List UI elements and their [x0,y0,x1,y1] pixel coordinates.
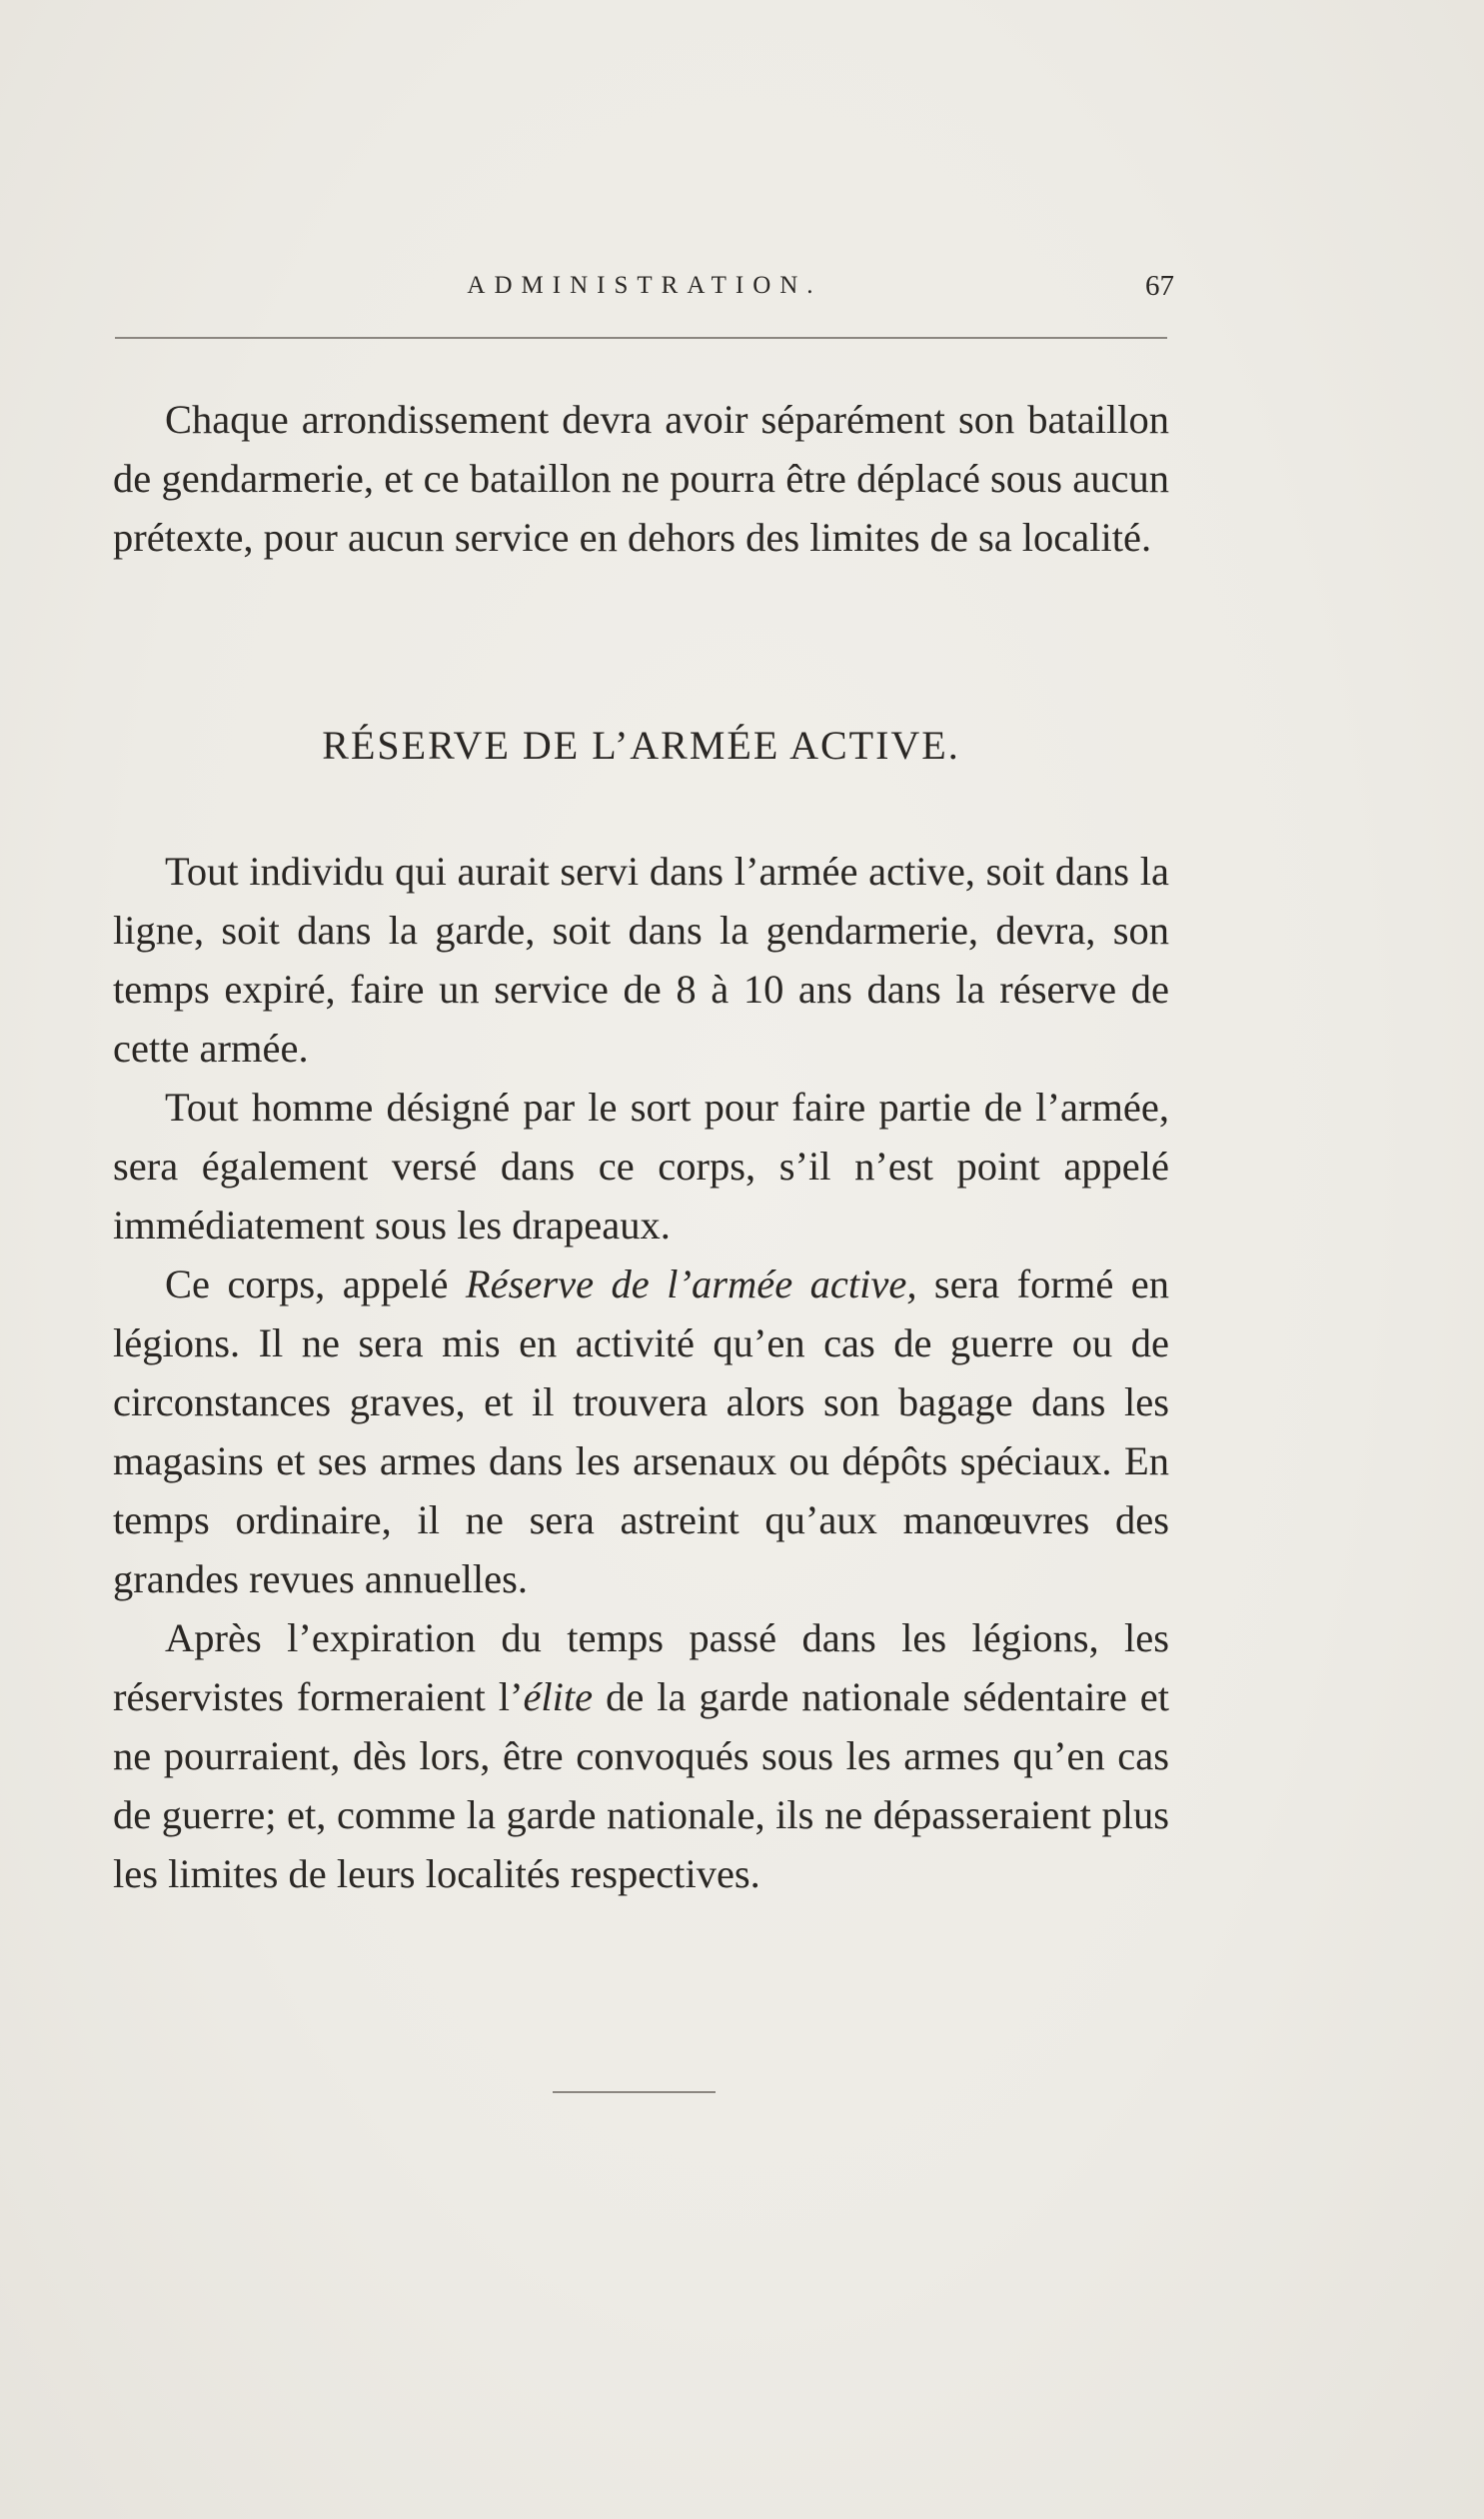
paragraph-3-end: sera formé en légions. Il ne sera mis en activité qu’en cas de guerre ou de circonstances graves, et il trouvera alors son bagage dans les magasins et ses armes dans les arsenaux ou dépôts spéciaux. En temps ordinaire, il ne sera astreint qu’aux manœuvres des grandes revues annuelles. [113,1261,1169,1601]
intro-paragraph: Chaque arrondissement devra avoir séparément son bataillon de gendarmerie, et ce bataillon ne pourra être déplacé sous aucun prétexte, pour aucun service en dehors des limites de sa localité. [113,397,1169,560]
running-head [115,268,1174,308]
paragraph-4 [113,1608,1169,1903]
paragraph-4-end: de la garde nationale sédentaire et ne pourraient, dès lors, être convoqués sous les armes qu’en cas de guerre; et, comme la garde nationale, ils ne dépasseraient plus les limites de leurs localités respectives. [113,1674,1169,1896]
paragraph-3-italic: Réserve de l’armée active, [465,1261,917,1306]
paragraph-2: Tout homme désigné par le sort pour faire partie de l’armée, sera également versé dans ce corps, s’il n’est point appelé immédiatement sous les drapeaux. [113,1085,1169,1248]
intro-block [113,390,1169,567]
paragraph-1: Tout individu qui aurait servi dans l’armée active, soit dans la ligne, soit dans la garde, soit dans la gendarmerie, devra, son temps expiré, faire un service de 8 à 10 ans dans la réserve de cette armée. [113,849,1169,1071]
paragraph-3-start: Ce corps, appelé [165,1261,466,1306]
section-heading: RÉSERVE DE L’ARMÉE ACTIVE. [322,723,960,768]
section-body [113,842,1169,1903]
closing-rule [553,2091,716,2093]
paragraph-3 [113,1255,1169,1608]
page-number: 67 [1145,270,1174,302]
paragraph-4-start: Après l’expiration du temps passé dans les légions, les réservistes formeraient l’ [113,1615,1169,1719]
running-title: ADMINISTRATION. [467,272,822,299]
header-rule [115,337,1167,339]
paragraph-4-italic: élite [523,1674,594,1719]
